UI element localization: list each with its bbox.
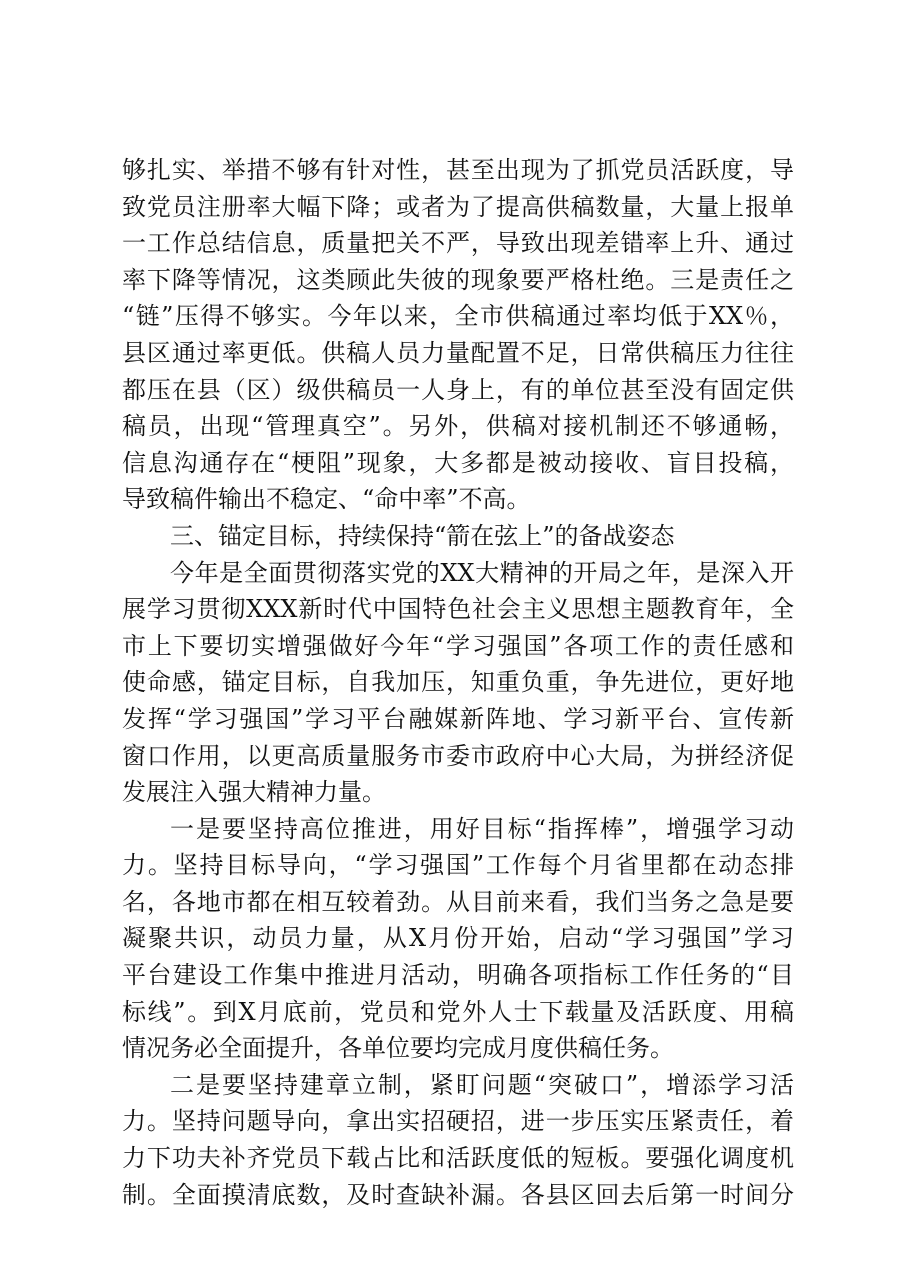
text-line: 市上下要切实增强做好今年“学习强国”各项工作的责任感和 bbox=[122, 631, 794, 660]
text-line: 使命感，锚定目标，自我加压，知重负重，争先进位，更好地 bbox=[122, 668, 794, 697]
text-line: 发展注入强大精神力量。 bbox=[122, 778, 386, 807]
text-line: 力。坚持问题导向，拿出实招硬招，进一步压实压紧责任，着 bbox=[122, 1107, 794, 1136]
text-line: 发挥“学习强国”学习平台融媒新阵地、学习新平台、宣传新 bbox=[122, 704, 794, 733]
text-line: 标线”。到X月底前，党员和党外人士下载量及活跃度、用稿 bbox=[122, 997, 794, 1026]
text-line: 信息沟通存在“梗阻”现象，大多都是被动接收、盲目投稿， bbox=[122, 448, 794, 477]
text-line: 三、锚定目标，持续保持“箭在弦上”的备战姿态 bbox=[170, 521, 675, 550]
text-line: 县区通过率更低。供稿人员力量配置不足，日常供稿压力往往 bbox=[122, 338, 794, 367]
text-line: 够扎实、举措不够有针对性，甚至出现为了抓党员活跃度，导 bbox=[122, 156, 794, 184]
text-line: 今年是全面贯彻落实党的XX大精神的开局之年，是深入开 bbox=[170, 558, 794, 587]
text-line: 导致稿件输出不稳定、“命中率”不高。 bbox=[122, 485, 531, 514]
text-line: 二是要坚持建章立制，紧盯问题“突破口”，增添学习活 bbox=[170, 1070, 794, 1099]
text-line: 都压在县（区）级供稿员一人身上，有的单位甚至没有固定供 bbox=[122, 375, 794, 404]
text-line: 力下功夫补齐党员下载占比和活跃度低的短板。要强化调度机 bbox=[122, 1144, 794, 1173]
text-line: 平台建设工作集中推进月活动，明确各项指标工作任务的“目 bbox=[122, 961, 794, 990]
text-line: 制。全面摸清底数，及时查缺补漏。各县区回去后第一时间分 bbox=[122, 1180, 794, 1209]
text-line: 凝聚共识，动员力量，从X月份开始，启动“学习强国”学习 bbox=[122, 924, 794, 953]
text-line: 率下降等情况，这类顾此失彼的现象要严格杜绝。三是责任之 bbox=[122, 265, 794, 294]
text-line: 一工作总结信息，质量把关不严，导致出现差错率上升、通过 bbox=[122, 229, 794, 258]
text-line: 致党员注册率大幅下降；或者为了提高供稿数量，大量上报单 bbox=[122, 192, 794, 221]
text-line: “链”压得不够实。今年以来，全市供稿通过率均低于XX％， bbox=[122, 302, 794, 331]
text-line: 情况务必全面提升，各单位要均完成月度供稿任务。 bbox=[122, 1034, 674, 1063]
text-line: 展学习贯彻XXX新时代中国特色社会主义思想主题教育年，全 bbox=[122, 595, 794, 624]
text-line: 名，各地市都在相互较着劲。从目前来看，我们当务之急是要 bbox=[122, 887, 794, 916]
text-line: 一是要坚持高位推进，用好目标“指挥棒”，增强学习动 bbox=[170, 814, 794, 843]
text-line: 窗口作用，以更高质量服务市委市政府中心大局，为拼经济促 bbox=[122, 741, 794, 770]
text-line: 稿员，出现“管理真空”。另外，供稿对接机制还不够通畅， bbox=[122, 412, 794, 441]
text-line: 力。坚持目标导向，“学习强国”工作每个月省里都在动态排 bbox=[122, 851, 794, 880]
document-body bbox=[122, 152, 794, 1213]
